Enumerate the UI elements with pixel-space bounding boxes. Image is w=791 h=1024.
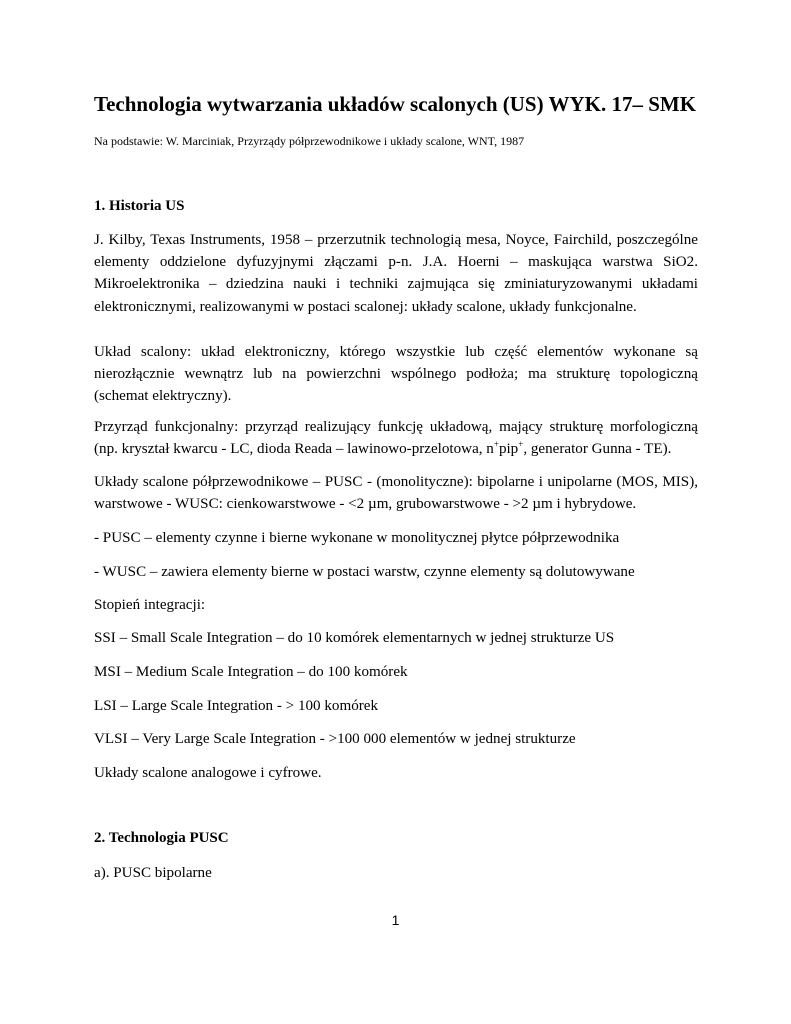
- p3-text-before: Przyrząd funkcjonalny: przyrząd realizujący funkcję układową, mający strukturę morfologiczną (np. kryształ kwarcu - LC, dioda Reada – lawinowo-przelotowa, n: [94, 419, 698, 458]
- paragraph-lsi: LSI – Large Scale Integration - > 100 komórek: [94, 698, 379, 714]
- paragraph-wusc-def: - WUSC – zawiera elementy bierne w postaci warstw, czynne elementy są dolutowywane: [94, 564, 635, 580]
- paragraph-pusc-def: - PUSC – elementy czynne i bierne wykonane w monolitycznej płytce półprzewodnika: [94, 530, 620, 546]
- p3-text-mid: pip: [498, 441, 519, 458]
- p3-superscript-2: +: [518, 439, 524, 450]
- document-title: Technologia wytwarzania układów scalonych (US) WYK. 17– SMK: [94, 92, 697, 116]
- paragraph-pusc-bipolarne: a). PUSC bipolarne: [94, 865, 212, 881]
- paragraph-ssi: SSI – Small Scale Integration – do 10 komórek elementarnych w jednej strukturze US: [94, 630, 615, 646]
- p3-superscript-1: +: [493, 439, 499, 450]
- paragraph-przyrzad-funkcjonalny: [94, 416, 698, 460]
- source-citation: Na podstawie: W. Marciniak, Przyrządy półprzewodnikowe i układy scalone, WNT, 1987: [94, 134, 525, 148]
- paragraph-vlsi: VLSI – Very Large Scale Integration - >100 000 elementów w jednej strukturze: [94, 731, 576, 747]
- paragraph-uklad-scalony: Układ scalony: układ elektroniczny, którego wszystkie lub część elementów wykonane są nierozłącznie wewnątrz lub na powierzchni wspólnego podłoża; ma strukturę topologiczną (schemat elektryczny).: [94, 344, 698, 405]
- paragraph-msi: MSI – Medium Scale Integration – do 100 komórek: [94, 664, 408, 680]
- paragraph-pusc-wusc: Układy scalone półprzewodnikowe – PUSC - (monolityczne): bipolarne i unipolarne (MOS, MIS), warstwowe - WUSC: cienkowarstwowe - <2 µm, grubowarstwowe - >2 µm i hybrydowe.: [94, 474, 698, 513]
- page-number: 1: [391, 912, 400, 928]
- section-heading-historia: 1. Historia US: [94, 198, 185, 214]
- paragraph-analogowe-cyfrowe: Układy scalone analogowe i cyfrowe.: [94, 765, 322, 781]
- paragraph-kilby: J. Kilby, Texas Instruments, 1958 – przerzutnik technologią mesa, Noyce, Fairchild, poszczególne elementy oddzielone dyfuzyjnymi złączami p-n. J.A. Hoerni – maskująca warstwa SiO2. Mikroelektronika – dziedzina nauki i techniki zajmująca się zminiaturyzowanymi układami elektronicznymi, realizowanymi w postaci scalonej: układy scalone, układy funkcjonalne.: [94, 232, 698, 315]
- paragraph-stopien-integracji: Stopień integracji:: [94, 597, 206, 613]
- section-heading-technologia: 2. Technologia PUSC: [94, 830, 229, 846]
- p3-text-after: , generator Gunna - TE).: [523, 441, 672, 458]
